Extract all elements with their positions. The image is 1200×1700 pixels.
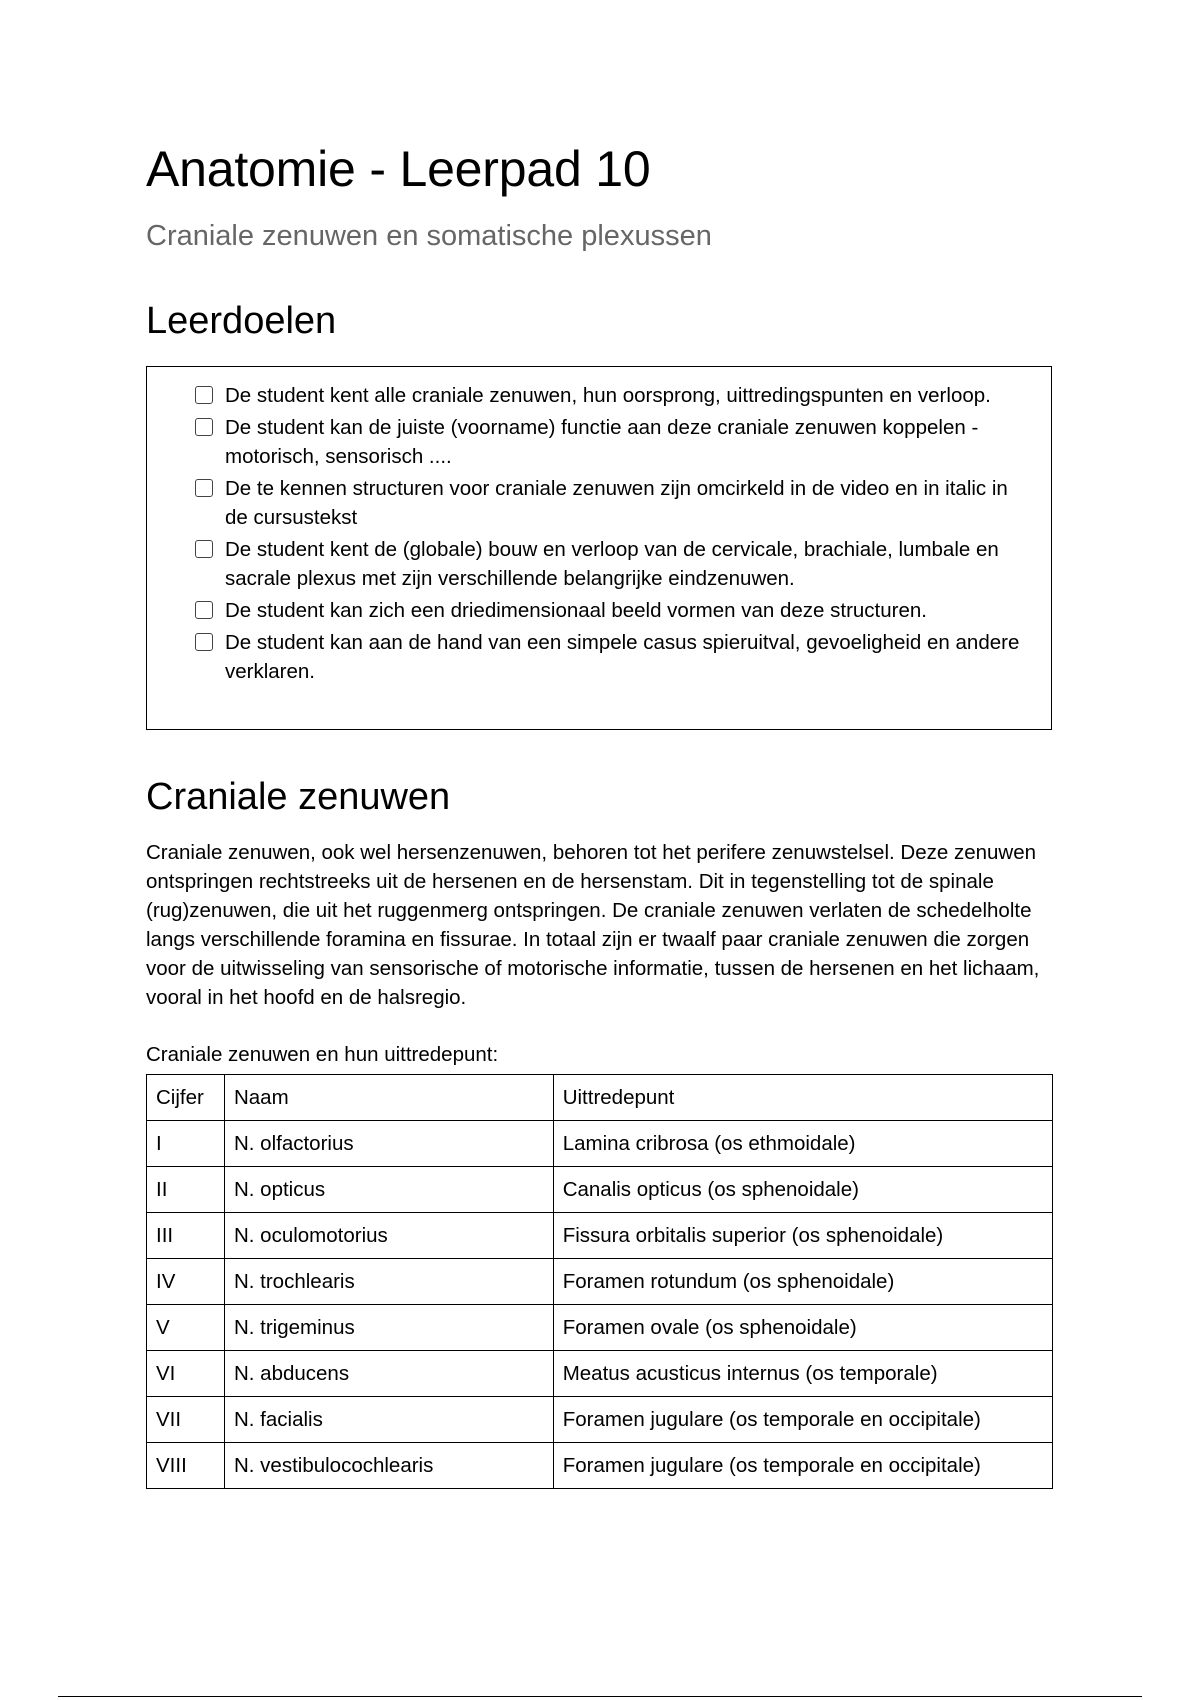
craniale-zenuwen-heading: Craniale zenuwen bbox=[146, 776, 451, 818]
leerdoelen-box bbox=[146, 366, 1052, 730]
cell-naam: N. trochlearis bbox=[224, 1259, 553, 1305]
checklist-item bbox=[195, 474, 1035, 532]
column-header-cijfer: Cijfer bbox=[147, 1075, 225, 1121]
cell-naam: N. oculomotorius bbox=[224, 1213, 553, 1259]
cell-cijfer: V bbox=[147, 1305, 225, 1351]
cell-cijfer: VIII bbox=[147, 1443, 225, 1489]
body-paragraph: Craniale zenuwen, ook wel hersenzenuwen, behoren tot het perifere zenuwstelsel. Deze zenuwen ontspringen rechtstreeks uit de hersenen en de hersenstam. Dit in tegenstelling tot de spinale (rug)zenuwen, die uit het ruggenmerg ontspringen. De craniale zenuwen verlaten de schedelholte langs verschillende foramina en fissurae. In totaal zijn er twaalf paar craniale zenuwen die zorgen voor de uitwisseling van sensorische of motorische informatie, tussen de hersenen en het lichaam, vooral in het hoofd en de halsregio. bbox=[146, 841, 1040, 1009]
cell-uittredepunt: Foramen jugulare (os temporale en occipitale) bbox=[553, 1443, 1052, 1489]
cell-naam: N. opticus bbox=[224, 1167, 553, 1213]
checkbox[interactable] bbox=[195, 418, 213, 436]
page-bottom-divider bbox=[58, 1696, 1142, 1697]
cell-naam: N. facialis bbox=[224, 1397, 553, 1443]
checklist-item-text: De te kennen structuren voor craniale zenuwen zijn omcirkeld in de video en in italic in de cursustekst bbox=[225, 477, 1008, 529]
table-row bbox=[147, 1305, 1053, 1351]
column-header-naam: Naam bbox=[224, 1075, 553, 1121]
checkbox[interactable] bbox=[195, 540, 213, 558]
table-row bbox=[147, 1351, 1053, 1397]
cell-uittredepunt: Fissura orbitalis superior (os sphenoidale) bbox=[553, 1213, 1052, 1259]
cell-cijfer: VII bbox=[147, 1397, 225, 1443]
checklist-item-text: De student kent alle craniale zenuwen, hun oorsprong, uittredingspunten en verloop. bbox=[225, 384, 991, 407]
column-header-uittredepunt: Uittredepunt bbox=[553, 1075, 1052, 1121]
table-header-row bbox=[147, 1075, 1053, 1121]
checklist-item bbox=[195, 381, 1035, 410]
leerdoelen-heading: Leerdoelen bbox=[146, 300, 337, 342]
cell-cijfer: VI bbox=[147, 1351, 225, 1397]
document-subtitle: Craniale zenuwen en somatische plexussen bbox=[146, 220, 712, 252]
cell-naam: N. trigeminus bbox=[224, 1305, 553, 1351]
cell-uittredepunt: Lamina cribrosa (os ethmoidale) bbox=[553, 1121, 1052, 1167]
table-caption: Craniale zenuwen en hun uittredepunt: bbox=[146, 1043, 499, 1066]
table-row bbox=[147, 1213, 1053, 1259]
checklist-item-text: De student kan aan de hand van een simpele casus spieruitval, gevoeligheid en andere verklaren. bbox=[225, 631, 1020, 683]
checkbox[interactable] bbox=[195, 601, 213, 619]
cell-naam: N. vestibulocochlearis bbox=[224, 1443, 553, 1489]
table-row bbox=[147, 1259, 1053, 1305]
cell-naam: N. olfactorius bbox=[224, 1121, 553, 1167]
cell-uittredepunt: Foramen jugulare (os temporale en occipitale) bbox=[553, 1397, 1052, 1443]
cell-uittredepunt: Foramen rotundum (os sphenoidale) bbox=[553, 1259, 1052, 1305]
checklist-item-text: De student kan de juiste (voorname) functie aan deze craniale zenuwen koppelen - motorisch, sensorisch .... bbox=[225, 416, 979, 468]
cell-cijfer: I bbox=[147, 1121, 225, 1167]
table-row bbox=[147, 1397, 1053, 1443]
cell-uittredepunt: Meatus acusticus internus (os temporale) bbox=[553, 1351, 1052, 1397]
checklist-item-text: De student kan zich een driedimensionaal beeld vormen van deze structuren. bbox=[225, 599, 927, 622]
cell-cijfer: IV bbox=[147, 1259, 225, 1305]
cell-uittredepunt: Foramen ovale (os sphenoidale) bbox=[553, 1305, 1052, 1351]
table-row bbox=[147, 1443, 1053, 1489]
cranial-nerves-table bbox=[146, 1074, 1053, 1489]
table-row bbox=[147, 1167, 1053, 1213]
checklist-item bbox=[195, 535, 1035, 593]
cell-cijfer: III bbox=[147, 1213, 225, 1259]
checkbox[interactable] bbox=[195, 479, 213, 497]
leerdoelen-checklist bbox=[195, 381, 1035, 689]
checklist-item-text: De student kent de (globale) bouw en verloop van de cervicale, brachiale, lumbale en sacrale plexus met zijn verschillende belangrijke eindzenuwen. bbox=[225, 538, 999, 590]
checklist-item bbox=[195, 413, 1035, 471]
checkbox[interactable] bbox=[195, 633, 213, 651]
cell-cijfer: II bbox=[147, 1167, 225, 1213]
document-title: Anatomie - Leerpad 10 bbox=[146, 141, 651, 197]
checklist-item bbox=[195, 596, 1035, 625]
cell-naam: N. abducens bbox=[224, 1351, 553, 1397]
checklist-item bbox=[195, 628, 1035, 686]
cell-uittredepunt: Canalis opticus (os sphenoidale) bbox=[553, 1167, 1052, 1213]
table-row bbox=[147, 1121, 1053, 1167]
checkbox[interactable] bbox=[195, 386, 213, 404]
